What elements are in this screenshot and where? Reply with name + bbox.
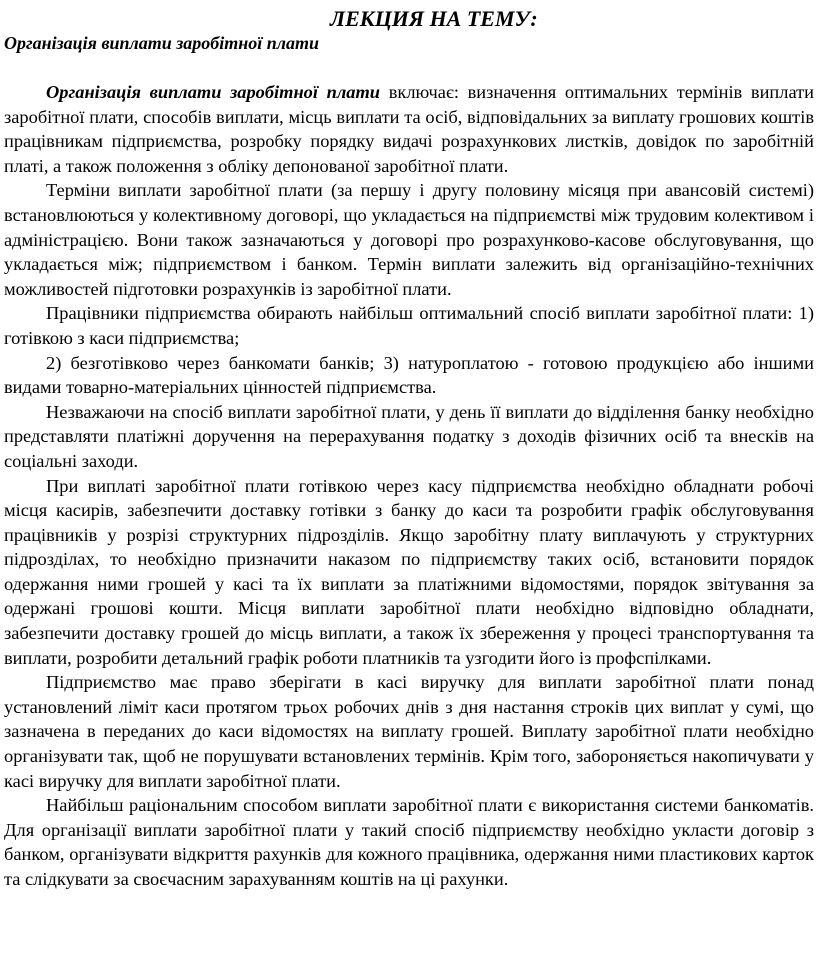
document-body xyxy=(4,80,814,892)
lecture-subtitle: Організація виплати заробітної плати xyxy=(4,33,320,53)
paragraph: При виплаті заробітної плати готівкою через касу підприємства необхідно обладнати робочі місця касирів, забезпечити доставку готівки з банку до каси та розробити графік обслуговування працівників у розрізі структурних підрозділів. Якщо заробітну плату виплачують у структурних підрозділах, то необхідно призначити наказом по підприємству таких осіб, встановити порядок одержання ними грошей у касі та їх виплати за платіжними відомостями, порядок звітування за одержані грошові кошти. Місця виплати заробітної плати необхідно відповідно обладнати, забезпечити доставку грошей до місць виплати, а також їх збереження у процесі транспортування та виплати, розробити детальний графік роботи платників та узгодити його із профспілками. xyxy=(4,475,814,668)
paragraph xyxy=(4,80,814,178)
paragraph: Терміни виплати заробітної плати (за першу і другу половину місяця при авансовій системі) встановлюються у колективному договорі, що укладається на підприємстві між трудовим колективом і адміністрацією. Вони також зазначаються у договорі про розрахунково-касове обслуговування, що укладається між; підприємством і банком. Термін виплати залежить від організаційно-технічних можливостей підготовки розрахунків із заробітної плати. xyxy=(4,180,814,299)
paragraph-lead: Організація виплати заробітної плати xyxy=(46,82,381,102)
paragraph: Підприємство має право зберігати в касі виручку для виплати заробітної плати понад установлений ліміт каси протягом трьох робочих днів з дня настання строків цих виплат у сумі, що зазначена в переданих до каси відомостях на виплату грошей. Виплату заробітної плати необхідно організувати так, щоб не порушувати встановлених термінів. Крім того, забороняється накопичувати у касі виручку для виплати заробітної плати. xyxy=(4,672,814,791)
paragraph: Працівники підприємства обирають найбільш оптимальний спосіб виплати заробітної плати: 1) готівкою з каси підприємства; xyxy=(4,303,814,348)
paragraph: Незважаючи на спосіб виплати заробітної плати, у день її виплати до відділення банку необхідно представляти платіжні доручення на перерахування податку з доходів фізичних осіб та внесків на соціальні заходи. xyxy=(4,401,814,471)
paragraph: 2) безготівково через банкомати банків; 3) натуроплатою - готовою продукцією або іншими видами товарно-матеріальних цінностей підприємства. xyxy=(4,352,814,398)
lecture-title: ЛЕКЦИЯ НА ТЕМУ: xyxy=(330,6,538,31)
paragraph: Найбільш раціональним способом виплати заробітної плати є використання системи банкоматів. Для організації виплати заробітної плати у такий спосіб підприємству необхідно укласти договір з банком, організувати відкриття рахунків для кожного працівника, одержання ними пластикових карток та слідкувати за своєчасним зарахуванням коштів на ці рахунки. xyxy=(4,795,814,889)
paragraph-text: включає: визначення оптимальних термінів виплати заробітної плати, способів виплати, місць виплати та осіб, відповідальних за виплату грошових коштів працівникам підприємства, розробку порядку видачі розрахункових листків, довідок по заробітній платі, а також положення з обліку депонованої заробітної плати. xyxy=(4,82,815,176)
